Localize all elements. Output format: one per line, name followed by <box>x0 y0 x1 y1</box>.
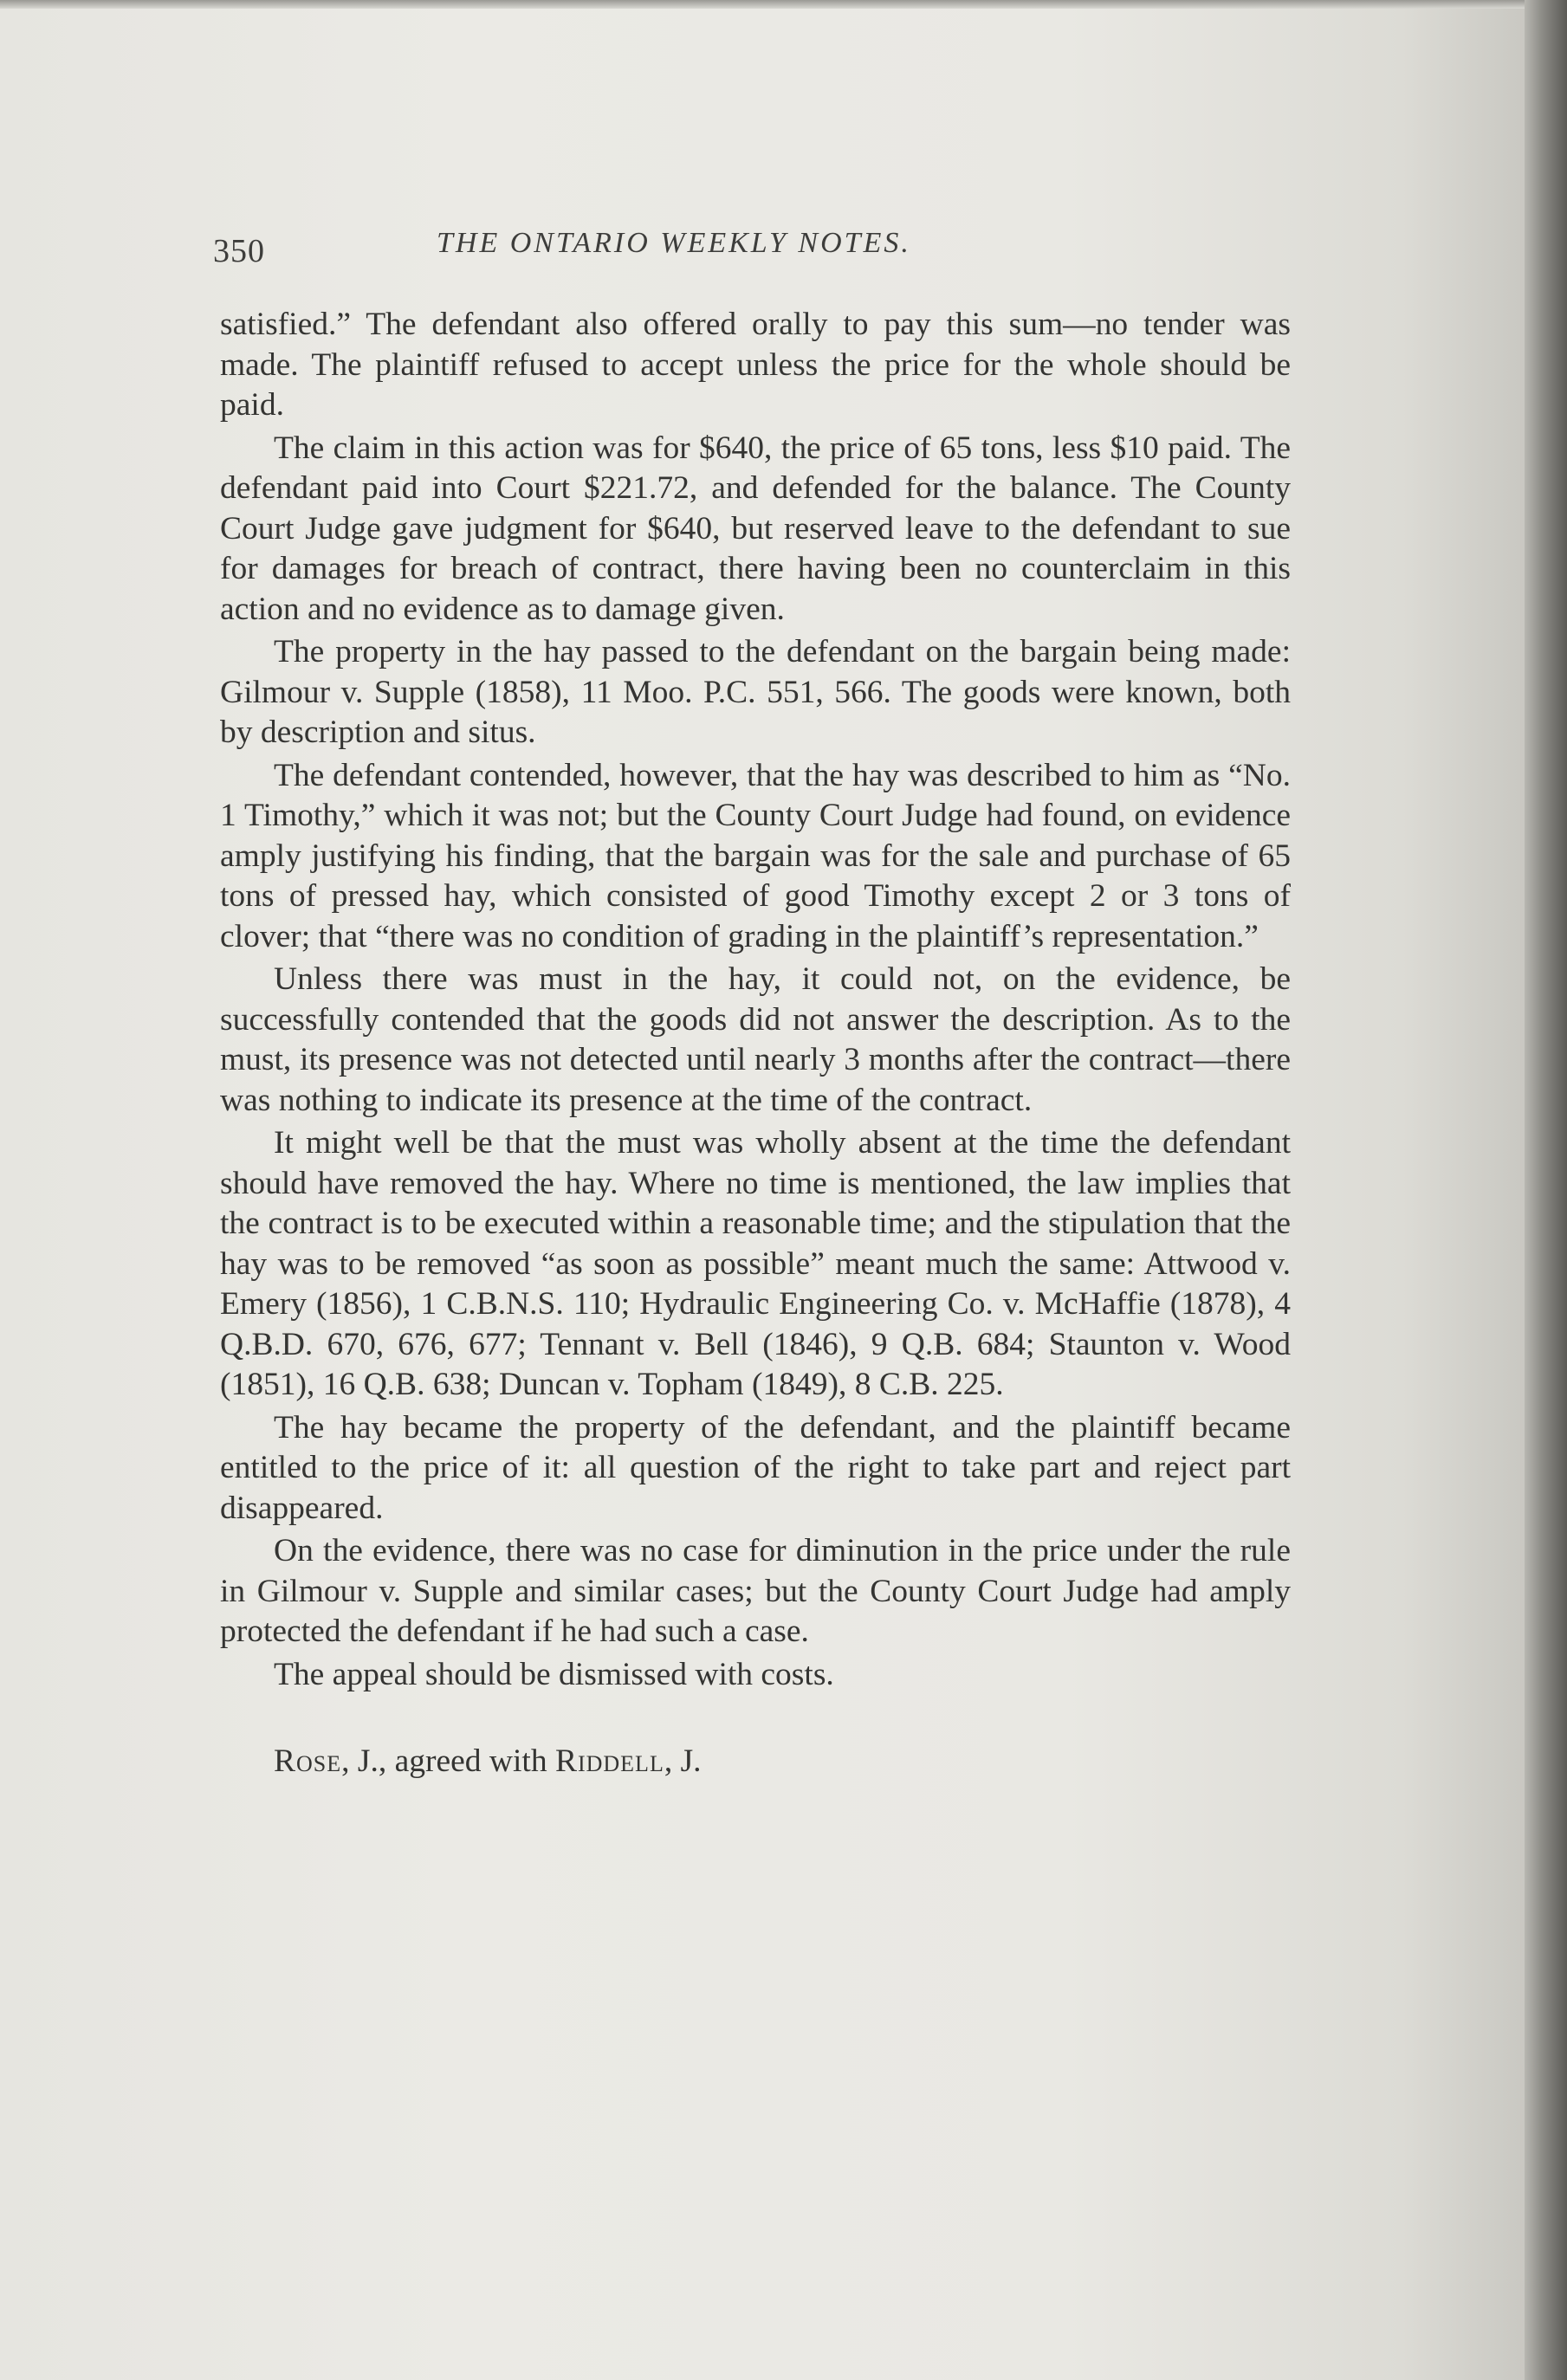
paragraph: The claim in this action was for $640, the price of 65 tons, less $10 paid. The defendant paid into Court $221.72, and defended for the balance. The County Court Judge gave judgment for $640, but reserved leave to the defendant to sue for damages for breach of contract, there having been no counterclaim in this action and no evidence as to damage given. <box>220 430 1291 627</box>
paragraph: Unless there was must in the hay, it could not, on the evidence, be successfully contended that the goods did not answer the description. As to the must, its presence was not detected until nearly 3 months after the contract—there was nothing to indicate its presence at the time of the contract. <box>220 961 1291 1118</box>
paragraph-appeal: The appeal should be dismissed with costs. <box>274 1656 834 1692</box>
book-spine-shadow <box>1525 0 1567 2380</box>
paragraph: It might well be that the must was wholly absent at the time the defendant should have removed the hay. Where no time is mentioned, the law implies that the contract is to be executed within a reasonable time; and the stipulation that the hay was to be removed “as soon as possible” meant much the same: Attwood v. Emery (1856), 1 C.B.N.S. 110; Hydraulic Engineering Co. v. McHaffie (1878), 4 Q.B.D. 670, 676, 677; Tennant v. Bell (1846), 9 Q.B. 684; Staunton v. Wood (1851), 16 Q.B. 638; Duncan v. Topham (1849), 8 C.B. 225. <box>220 1125 1291 1402</box>
judge-name: Rose <box>274 1743 342 1779</box>
paragraph: On the evidence, there was no case for diminution in the price under the rule in Gilmour v. Supple and similar cases; but the County Court Judge had amply protected the defendant if he had such a case. <box>220 1533 1291 1649</box>
body-text <box>220 305 1291 1785</box>
paragraph: The hay became the property of the defendant, and the plaintiff became entitled to the price of it: all question of the right to take part and reject part disappeared. <box>220 1409 1291 1526</box>
running-head: THE ONTARIO WEEKLY NOTES. <box>437 227 911 259</box>
paragraph: The defendant contended, however, that the hay was described to him as “No. 1 Timothy,” which it was not; but the County Court Judge had found, on evidence amply justifying his finding, that the bargain was for the sale and purchase of 65 tons of pressed hay, which consisted of good Timothy except 2 or 3 tons of clover; that “there was no condition of grading in the plaintiff’s representation.” <box>220 757 1291 954</box>
concurrence-text: , J., agreed with <box>341 1743 555 1779</box>
concurrence-line <box>220 1742 1291 1782</box>
page-number: 350 <box>213 233 265 269</box>
page-header <box>213 227 1279 279</box>
paragraph: satisfied.” The defendant also offered orally to pay this sum—no tender was made. The plaintiff refused to accept unless the price for the whole should be paid. <box>220 307 1291 423</box>
paragraph: The property in the hay passed to the defendant on the bargain being made: Gilmour v. Supple (1858), 11 Moo. P.C. 551, 566. The goods were known, both by description and situs. <box>220 634 1291 750</box>
concurrence-end: , J. <box>664 1743 702 1779</box>
other-judge-name: Riddell <box>554 1743 664 1779</box>
